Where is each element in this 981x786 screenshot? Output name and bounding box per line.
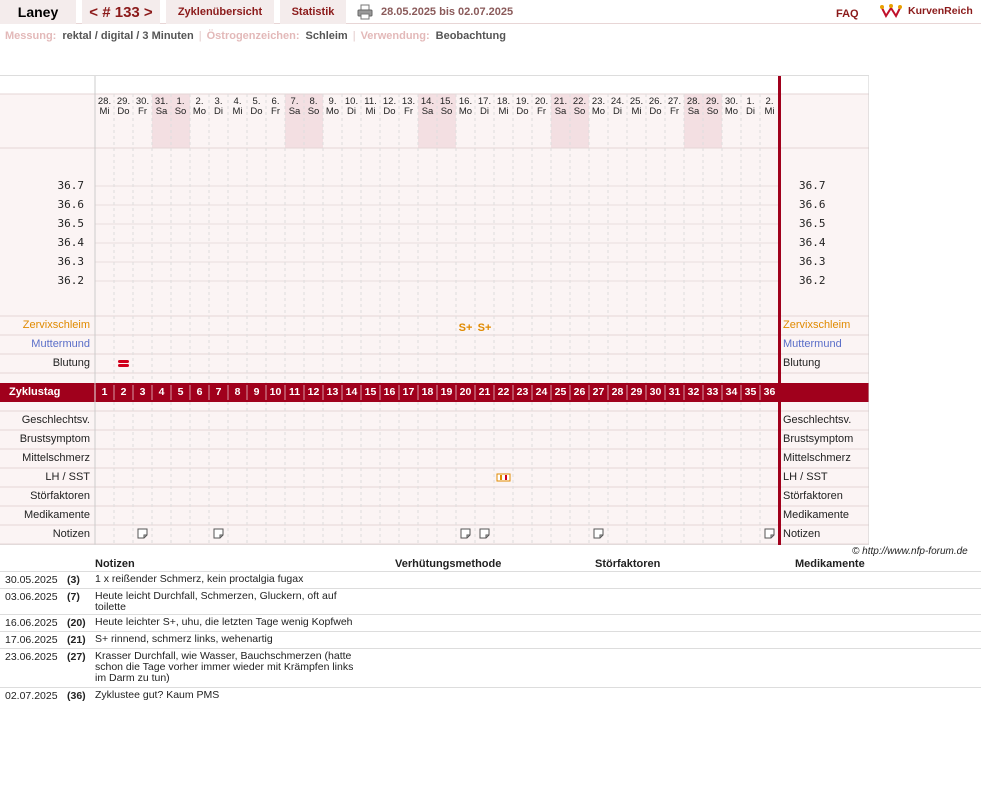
weekday: Di [480, 106, 489, 117]
temperature-label: 36.4 [57, 236, 84, 249]
day-number: 24. [610, 96, 625, 107]
temperature-label-right: 36.2 [799, 274, 826, 287]
note-cycle-day: (20) [67, 617, 86, 629]
day-number: 28. [97, 96, 112, 107]
day-number: 28. [686, 96, 701, 107]
weekday: Do [383, 106, 396, 117]
day-number: 5. [252, 96, 261, 107]
day-header[interactable] [380, 97, 399, 117]
weekday: Sa [155, 106, 168, 117]
note-cycle-day: (21) [67, 634, 86, 646]
note-row [0, 687, 981, 704]
temperature-label: 36.7 [57, 179, 84, 192]
cycle-day-number: 12 [307, 386, 320, 398]
notes-header: Notizen [95, 558, 135, 570]
cycle-day-number: 31 [668, 386, 681, 398]
lh-test-label: LH / SST [45, 471, 90, 483]
note-row [0, 648, 981, 687]
day-number: 27. [667, 96, 682, 107]
cycle-day-number: 7 [215, 386, 222, 398]
weekday: Mi [764, 106, 775, 117]
cycle-day-number: 26 [573, 386, 586, 398]
day-number: 31. [154, 96, 169, 107]
cycle-day-number: 20 [459, 386, 472, 398]
day-number: 1. [176, 96, 185, 107]
day-header[interactable] [342, 97, 361, 117]
cervix-label-right: Muttermund [783, 338, 842, 350]
mittelschmerz-label-right: Mittelschmerz [783, 452, 851, 464]
day-header[interactable] [551, 97, 570, 117]
day-number: 10. [344, 96, 359, 107]
cervix-label: Muttermund [31, 338, 90, 350]
note-text: Krasser Durchfall, wie Wasser, Bauchschmerzen (hatte schon die Tage vorher immer wieder mit Krämpfen links im Darm zu tun) [95, 650, 354, 684]
note-row [0, 588, 981, 614]
temperature-label-right: 36.7 [799, 179, 826, 192]
cycle-day-number: 14 [345, 386, 358, 398]
top-bar [0, 0, 981, 24]
disturbance-header: Störfaktoren [595, 558, 661, 570]
temperature-label: 36.5 [57, 217, 84, 230]
estrogen-value: Schleim [305, 30, 348, 42]
cycle-day-number: 21 [478, 386, 491, 398]
usage-value: Beobachtung [435, 30, 506, 42]
medication-label-right: Medikamente [783, 509, 850, 521]
day-number: 1. [746, 96, 755, 107]
day-number: 6. [271, 96, 280, 107]
intercourse-label: Geschlechtsv. [21, 414, 90, 426]
cycle-day-number: 22 [497, 386, 510, 398]
day-header[interactable] [114, 97, 133, 117]
day-number: 26. [648, 96, 663, 107]
note-date: 03.06.2025 [5, 591, 58, 603]
day-number: 13. [401, 96, 416, 107]
cycle-day-number: 16 [383, 386, 396, 398]
day-header[interactable] [741, 97, 760, 117]
note-text: Heute leicht Durchfall, Schmerzen, Gluckern, oft auf toilette [95, 590, 337, 613]
copyright[interactable]: © http://www.nfp-forum.de [852, 546, 968, 557]
note-text: Heute leichter S+, uhu, die letzten Tage wenig Kopfweh [95, 616, 353, 628]
mucus-mark[interactable]: S+ [458, 322, 473, 334]
weekday: Mi [232, 106, 243, 117]
day-number: 7. [290, 96, 299, 107]
weekday: Di [613, 106, 622, 117]
day-header[interactable] [646, 97, 665, 117]
day-header[interactable] [247, 97, 266, 117]
cycle-day-number: 3 [139, 386, 146, 398]
weekday: Mi [498, 106, 509, 117]
weekday: Fr [138, 106, 147, 117]
logo-text[interactable]: KurvenReich [908, 5, 973, 17]
weekday: Di [347, 106, 356, 117]
day-number: 2. [765, 96, 774, 107]
note-date: 23.06.2025 [5, 651, 58, 663]
weekday: Mo [192, 106, 207, 117]
note-row [0, 571, 981, 588]
day-number: 3. [214, 96, 223, 107]
cycle-day-number: 33 [706, 386, 719, 398]
weekday: So [706, 106, 719, 117]
note-date: 17.06.2025 [5, 634, 58, 646]
tab-statistics[interactable]: Statistik [280, 0, 346, 24]
weekday: Sa [554, 106, 567, 117]
day-number: 29. [116, 96, 131, 107]
note-icon[interactable] [594, 529, 603, 538]
weekday: Mo [458, 106, 473, 117]
temperature-label-right: 36.4 [799, 236, 826, 249]
day-header[interactable] [399, 97, 418, 117]
note-date: 02.07.2025 [5, 690, 58, 702]
cycle-chart [0, 75, 869, 544]
day-header[interactable] [627, 97, 646, 117]
day-header[interactable] [722, 97, 741, 117]
cycle-day-number: 4 [158, 386, 165, 398]
cycle-day-number: 28 [611, 386, 624, 398]
day-header[interactable] [266, 97, 285, 117]
cycle-day-number: 35 [744, 386, 757, 398]
day-header[interactable] [361, 97, 380, 117]
cycle-day-number: 24 [535, 386, 548, 398]
temperature-label: 36.6 [57, 198, 84, 211]
breast-symptom-label-right: Brustsymptom [783, 433, 854, 445]
mucus-mark[interactable]: S+ [477, 322, 492, 334]
day-header[interactable] [209, 97, 228, 117]
cycle-day-number: 29 [630, 386, 643, 398]
day-header[interactable] [608, 97, 627, 117]
day-header[interactable] [285, 97, 304, 117]
temperature-label-right: 36.5 [799, 217, 826, 230]
day-number: 18. [496, 96, 511, 107]
day-number: 12. [382, 96, 397, 107]
day-number: 30. [724, 96, 739, 107]
bleeding-mark[interactable] [118, 360, 129, 363]
cervical-mucus-label: Zervixschleim [22, 319, 90, 331]
day-header[interactable] [532, 97, 551, 117]
note-text: Zyklustee gut? Kaum PMS [95, 689, 220, 701]
medication-header: Medikamente [795, 558, 865, 570]
day-number: 22. [572, 96, 587, 107]
day-header[interactable] [228, 97, 247, 117]
day-number: 21. [553, 96, 568, 107]
bleeding-mark[interactable] [118, 364, 129, 367]
day-header[interactable] [513, 97, 532, 117]
weekday: Mo [724, 106, 739, 117]
tab-cycle-overview[interactable]: Zyklenübersicht [166, 0, 274, 24]
day-number: 4. [233, 96, 242, 107]
weekday: Di [746, 106, 755, 117]
weekday: Fr [670, 106, 679, 117]
temperature-label-right: 36.6 [799, 198, 826, 211]
lh-test-mark[interactable] [497, 474, 510, 481]
cycle-day-number: 10 [269, 386, 282, 398]
day-number: 19. [515, 96, 530, 107]
day-number: 25. [629, 96, 644, 107]
weekday: Di [214, 106, 223, 117]
note-icon[interactable] [765, 529, 774, 538]
bleeding-label: Blutung [52, 357, 90, 369]
cycle-day-number: 17 [402, 386, 415, 398]
date-range: 28.05.2025 bis 02.07.2025 [381, 6, 514, 18]
note-cycle-day: (36) [67, 690, 86, 702]
day-number: 15. [439, 96, 454, 107]
crown-logo-icon[interactable] [880, 2, 902, 20]
breast-symptom-label: Brustsymptom [19, 433, 90, 445]
weekday: Mi [631, 106, 642, 117]
day-number: 9. [328, 96, 337, 107]
measurement-value: rektal / digital / 3 Minuten [62, 30, 194, 42]
weekday: Fr [271, 106, 280, 117]
user-name: Laney [0, 0, 76, 24]
weekday: Sa [421, 106, 434, 117]
day-number: 14. [420, 96, 435, 107]
day-header[interactable] [190, 97, 209, 117]
day-header[interactable] [665, 97, 684, 117]
weekday: Mi [365, 106, 376, 117]
cycle-day-number: 32 [687, 386, 700, 398]
day-header[interactable] [494, 97, 513, 117]
day-header[interactable] [760, 97, 779, 117]
contraception-header: Verhütungsmethode [395, 558, 502, 570]
day-number: 11. [364, 96, 377, 107]
weekday: Sa [288, 106, 301, 117]
day-header[interactable] [570, 97, 589, 117]
cycle-day-number: 5 [177, 386, 184, 398]
cycle-day-number: 23 [516, 386, 529, 398]
day-number: 30. [135, 96, 150, 107]
day-header[interactable] [475, 97, 494, 117]
day-header[interactable] [152, 97, 171, 117]
current-day-line [778, 76, 781, 545]
lh-test-label-right: LH / SST [783, 471, 828, 483]
weekday: Mo [325, 106, 340, 117]
estrogen-label: Östrogenzeichen: [206, 30, 300, 42]
cycle-day-number: 11 [288, 386, 301, 398]
note-icon[interactable] [138, 529, 147, 538]
day-header[interactable] [589, 97, 608, 117]
notes-label: Notizen [52, 528, 90, 540]
cervical-mucus-label-right: Zervixschleim [783, 319, 851, 331]
cycle-day-number: 25 [554, 386, 567, 398]
cycle-day-number: 1 [101, 386, 108, 398]
day-number: 29. [705, 96, 720, 107]
cycle-day-number: 15 [364, 386, 377, 398]
weekday: Do [516, 106, 529, 117]
cycle-day-number: 2 [120, 386, 127, 398]
faq-link[interactable]: FAQ [836, 8, 859, 20]
note-row [0, 614, 981, 631]
note-row [0, 631, 981, 648]
note-date: 30.05.2025 [5, 574, 58, 586]
weekday: Do [649, 106, 662, 117]
day-header[interactable] [684, 97, 703, 117]
day-number: 20. [534, 96, 549, 107]
bleeding-label-right: Blutung [783, 357, 821, 369]
temperature-label: 36.2 [57, 274, 84, 287]
note-cycle-day: (27) [67, 651, 86, 663]
cycle-day-number: 30 [649, 386, 662, 398]
day-number: 16. [458, 96, 473, 107]
day-number: 8. [309, 96, 318, 107]
note-icon[interactable] [214, 529, 223, 538]
weekday: Fr [404, 106, 413, 117]
weekday: Sa [687, 106, 700, 117]
day-header[interactable] [304, 97, 323, 117]
cycle-day-number: 36 [763, 386, 776, 398]
note-icon[interactable] [480, 529, 489, 538]
note-text: 1 x reißender Schmerz, kein proctalgia fugax [95, 573, 304, 585]
weekday: Fr [537, 106, 546, 117]
note-cycle-day: (3) [67, 574, 80, 586]
day-header[interactable] [456, 97, 475, 117]
temperature-label-right: 36.3 [799, 255, 826, 268]
cycle-day-label: Zyklustag [9, 386, 61, 398]
weekday: So [440, 106, 453, 117]
note-text: S+ rinnend, schmerz links, wehenartig [95, 633, 273, 645]
day-number: 2. [195, 96, 204, 107]
weekday: So [307, 106, 320, 117]
cycle-day-number: 27 [592, 386, 605, 398]
notes-label-right: Notizen [783, 528, 821, 540]
cycle-day-number: 13 [326, 386, 339, 398]
day-number: 17. [477, 96, 492, 107]
measurement-label: Messung: [5, 30, 57, 42]
day-header[interactable] [133, 97, 152, 117]
weekday: Mo [591, 106, 606, 117]
day-header[interactable] [703, 97, 722, 117]
cycle-day-number: 6 [196, 386, 203, 398]
printer-icon[interactable] [357, 4, 373, 20]
day-header[interactable] [323, 97, 342, 117]
weekday: So [174, 106, 187, 117]
note-cycle-day: (7) [67, 591, 80, 603]
day-header[interactable] [171, 97, 190, 117]
weekday: So [573, 106, 586, 117]
day-number: 23. [591, 96, 606, 107]
cycle-selector[interactable]: < # 133 > [82, 0, 160, 24]
note-icon[interactable] [461, 529, 470, 538]
cycle-day-number: 18 [421, 386, 434, 398]
disturbance-label-right: Störfaktoren [783, 490, 843, 502]
note-date: 16.06.2025 [5, 617, 58, 629]
measurement-info: Messung: rektal / digital / 3 Minuten | Östrogenzeichen: Schleim | Verwendung: Beobachtung [5, 30, 506, 42]
day-header[interactable] [437, 97, 456, 117]
intercourse-label-right: Geschlechtsv. [783, 414, 852, 426]
cycle-day-number: 34 [725, 386, 738, 398]
weekday: Do [117, 106, 130, 117]
cycle-day-number: 19 [440, 386, 453, 398]
disturbance-label: Störfaktoren [30, 490, 90, 502]
mittelschmerz-label: Mittelschmerz [22, 452, 90, 464]
usage-label: Verwendung: [360, 30, 430, 42]
chart-grid [0, 76, 869, 545]
weekday: Mi [99, 106, 110, 117]
medication-label: Medikamente [23, 509, 90, 521]
day-header[interactable] [418, 97, 437, 117]
day-header[interactable] [95, 97, 114, 117]
weekday: Do [250, 106, 263, 117]
cycle-day-number: 8 [234, 386, 241, 398]
temperature-label: 36.3 [57, 255, 84, 268]
cycle-day-number: 9 [253, 386, 260, 398]
